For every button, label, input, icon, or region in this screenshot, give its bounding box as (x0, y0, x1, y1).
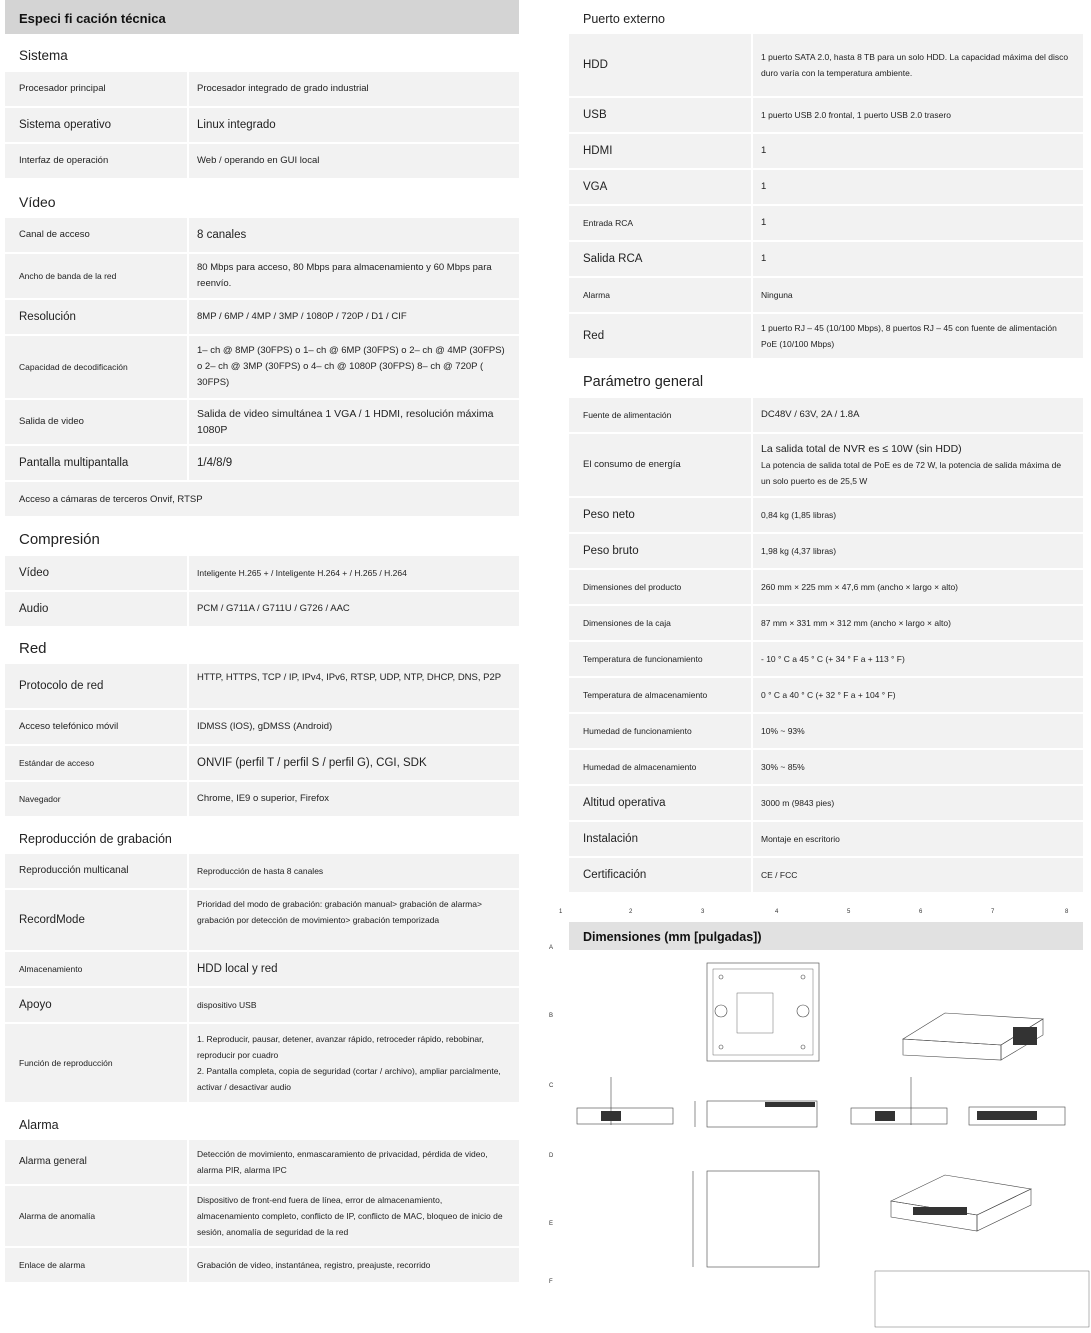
spec-label: VGA (569, 170, 751, 204)
spec-value: Detección de movimiento, enmascaramiento de privacidad, pérdida de video, alarma PIR, alarma IPC (189, 1140, 519, 1184)
spec-label: Estándar de acceso (5, 746, 187, 780)
top-view-foot (797, 1005, 809, 1017)
spec-value: 1– ch @ 8MP (30FPS) o 1– ch @ 6MP (30FPS) o 2– ch @ 4MP (30FPS) o 2– ch @ 3MP (30FPS) o 4– ch @ 1080P (30FPS) 8– ch @ 720P ( 30FPS) (189, 336, 519, 398)
spec-value: 1,98 kg (4,37 libras) (753, 534, 1083, 568)
spec-value: Grabación de video, instantánea, registro, preajuste, recorrido (189, 1248, 519, 1282)
ruler-tick: C (549, 1083, 554, 1089)
top-view-inner (713, 969, 813, 1055)
spec-row (569, 822, 1083, 856)
spec-row (569, 206, 1083, 240)
spec-label: Peso bruto (569, 534, 751, 568)
spec-value: 1 puerto RJ – 45 (10/100 Mbps), 8 puertos RJ – 45 con fuente de alimentación PoE (10/100 Mbps) (753, 314, 1083, 358)
spec-label: Entrada RCA (569, 206, 751, 240)
ruler-tick: B (549, 1013, 554, 1019)
spec-value: 1 puerto USB 2.0 frontal, 1 puerto USB 2.0 trasero (753, 98, 1083, 132)
spec-row (569, 434, 1083, 496)
spec-value: 1/4/8/9 (189, 446, 519, 480)
section-video: Vídeo (19, 194, 56, 210)
spec-row (5, 952, 519, 986)
spec-label: Certificación (569, 858, 751, 892)
section-reproduccion: Reproducción de grabación (19, 832, 172, 846)
spec-row (5, 746, 519, 780)
spec-row (569, 170, 1083, 204)
spec-label: HDMI (569, 134, 751, 168)
top-view-mount (737, 993, 773, 1033)
ruler-tick: 5 (847, 909, 851, 915)
ruler-tick: A (549, 945, 554, 951)
spec-label: Vídeo (5, 556, 187, 590)
spec-value: HDD local y red (189, 952, 519, 986)
ruler-tick: 6 (919, 909, 923, 915)
spec-row (569, 134, 1083, 168)
spec-value: 8 canales (189, 218, 519, 252)
spec-row (5, 1140, 519, 1184)
spec-label: Dimensiones de la caja (569, 606, 751, 640)
spec-value: 1 (753, 134, 1083, 168)
spec-label: Humedad de almacenamiento (569, 750, 751, 784)
spec-row (5, 144, 519, 178)
spec-row (569, 278, 1083, 312)
spec-value: PCM / G711A / G711U / G726 / AAC (189, 592, 519, 626)
spec-row (569, 398, 1083, 432)
front-panel-strip (765, 1102, 815, 1107)
spec-value: 8MP / 6MP / 4MP / 3MP / 1080P / 720P / D1 / CIF (189, 300, 519, 334)
spec-label: Canal de acceso (5, 218, 187, 252)
spec-label: Dimensiones del producto (569, 570, 751, 604)
spec-value (753, 434, 1083, 496)
spec-row (569, 678, 1083, 712)
section-parametro-general: Parámetro general (583, 374, 704, 390)
spec-value: Reproducción de hasta 8 canales (189, 854, 519, 888)
spec-label: Fuente de alimentación (569, 398, 751, 432)
iso2-front-face (891, 1201, 977, 1231)
top-view-screw (719, 1045, 723, 1049)
spec-value: Web / operando en GUI local (189, 144, 519, 178)
ruler-top (559, 909, 1069, 915)
spec-value: 0 ° C a 40 ° C (+ 32 ° F a + 104 ° F) (753, 678, 1083, 712)
side-vent (875, 1111, 895, 1121)
spec-label: Pantalla multipantalla (5, 446, 187, 480)
spec-title: Especi fi cación técnica (5, 0, 519, 34)
spec-row (5, 446, 519, 480)
spec-row (5, 782, 519, 816)
spec-value: 1 (753, 170, 1083, 204)
spec-label: Interfaz de operación (5, 144, 187, 178)
spec-label: Función de reproducción (5, 1024, 187, 1102)
ruler-tick: 8 (1065, 909, 1069, 915)
iso2-ports (913, 1207, 967, 1215)
spec-row (5, 300, 519, 334)
spec-label: Humedad de funcionamiento (569, 714, 751, 748)
spec-label: El consumo de energía (569, 434, 751, 496)
spec-value: Montaje en escritorio (753, 822, 1083, 856)
spec-value: CE / FCC (753, 858, 1083, 892)
spec-label: Alarma (569, 278, 751, 312)
spec-label: Ancho de banda de la red (5, 254, 187, 298)
spec-row (5, 1248, 519, 1282)
spec-value: Linux integrado (189, 108, 519, 142)
section-red: Red (19, 640, 47, 657)
ruler-tick: 2 (629, 909, 633, 915)
spec-value: 10% ~ 93% (753, 714, 1083, 748)
section-alarma: Alarma (19, 1118, 59, 1132)
spec-row (5, 710, 519, 744)
ruler-tick: 4 (775, 909, 779, 915)
iso2-side-face (977, 1189, 1031, 1231)
ruler-tick: E (549, 1221, 554, 1227)
spec-row (569, 98, 1083, 132)
spec-label: Salida RCA (569, 242, 751, 276)
spec-row (5, 890, 519, 950)
spec-label: Alarma general (5, 1140, 187, 1184)
spec-row (569, 534, 1083, 568)
spec-row (569, 642, 1083, 676)
spec-value: DC48V / 63V, 2A / 1.8A (753, 398, 1083, 432)
spec-row (5, 218, 519, 252)
spec-value: Prioridad del modo de grabación: grabación manual> grabación de alarma> grabación por detección de movimiento> grabación temporizada (189, 890, 519, 950)
power-line-2: La potencia de salida total de PoE es de 72 W, la potencia de salida máxima de un solo puerto es de 25,5 W (761, 460, 1062, 486)
spec-label: HDD (569, 34, 751, 96)
spec-row (5, 556, 519, 590)
left-spec-column (5, 0, 519, 1284)
spec-value: 1 (753, 242, 1083, 276)
ruler-tick: 7 (991, 909, 995, 915)
spec-label: Capacidad de decodificación (5, 336, 187, 398)
spec-label: Acceso telefónico móvil (5, 710, 187, 744)
section-compresion: Compresión (19, 531, 100, 548)
spec-value: Procesador integrado de grado industrial (189, 72, 519, 106)
spec-label: Reproducción multicanal (5, 854, 187, 888)
spec-label: Red (569, 314, 751, 358)
spec-label: RecordMode (5, 890, 187, 950)
spec-row (5, 592, 519, 626)
spec-row (569, 498, 1083, 532)
spec-row (569, 750, 1083, 784)
spec-label: Sistema operativo (5, 108, 187, 142)
spec-value: IDMSS (IOS), gDMSS (Android) (189, 710, 519, 744)
spec-label: Temperatura de almacenamiento (569, 678, 751, 712)
spec-value: Salida de video simultánea 1 VGA / 1 HDMI, resolución máxima 1080P (189, 400, 519, 444)
spec-row (569, 242, 1083, 276)
spec-label: Salida de video (5, 400, 187, 444)
spec-row (569, 858, 1083, 892)
spec-value: HTTP, HTTPS, TCP / IP, IPv4, IPv6, RTSP, UDP, NTP, DHCP, DNS, P2P (189, 664, 519, 708)
spec-row (5, 854, 519, 888)
spec-row (5, 664, 519, 708)
dimensions-header: Dimensiones (mm [pulgadas]) (569, 922, 1083, 950)
spec-label: Enlace de alarma (5, 1248, 187, 1282)
side-view-left (577, 1108, 673, 1124)
spec-label: Peso neto (569, 498, 751, 532)
spec-value: Dispositivo de front-end fuera de línea, error de almacenamiento, almacenamiento completo, conflicto de IP, conflicto de MAC, bloqueo de inicio de sesión, anomalía de seguridad de la red (189, 1186, 519, 1246)
spec-value: 3000 m (9843 pies) (753, 786, 1083, 820)
spec-label: Procesador principal (5, 72, 187, 106)
spec-value: 87 mm × 331 mm × 312 mm (ancho × largo × alto) (753, 606, 1083, 640)
spec-row (5, 1186, 519, 1246)
side-vent (601, 1111, 621, 1121)
spec-value: Inteligente H.265 + / Inteligente H.264 + / H.265 / H.264 (189, 556, 519, 590)
spec-row (569, 714, 1083, 748)
spec-row (5, 400, 519, 444)
spec-label: Protocolo de red (5, 664, 187, 708)
spec-label: Altitud operativa (569, 786, 751, 820)
dimension-drawing (545, 905, 1091, 1333)
spec-value: Chrome, IE9 o superior, Firefox (189, 782, 519, 816)
spec-row (569, 786, 1083, 820)
spec-label: Almacenamiento (5, 952, 187, 986)
ruler-tick: 1 (559, 909, 563, 915)
side-view-right (851, 1108, 947, 1124)
spec-row (5, 988, 519, 1022)
top-view-outline (707, 963, 819, 1061)
spec-label: Alarma de anomalía (5, 1186, 187, 1246)
iso-ports (1013, 1027, 1037, 1045)
playback-line-1: 1. Reproducir, pausar, detener, avanzar rápido, retroceder rápido, rebobinar, reproducir por cuadro (197, 1034, 484, 1060)
spec-row (5, 1024, 519, 1102)
ruler-tick: F (549, 1279, 553, 1285)
playback-line-2: 2. Pantalla completa, copia de seguridad (cortar / archivo), ampliar parcialmente, activar / desactivar audio (197, 1066, 501, 1092)
spec-value: dispositivo USB (189, 988, 519, 1022)
spec-row (569, 606, 1083, 640)
spec-value: 1 (753, 206, 1083, 240)
spec-row (569, 570, 1083, 604)
spec-row (5, 336, 519, 398)
spec-value: 0,84 kg (1,85 libras) (753, 498, 1083, 532)
spec-row (569, 34, 1083, 96)
spec-value: ONVIF (perfil T / perfil S / perfil G), CGI, SDK (189, 746, 519, 780)
section-puerto-externo: Puerto externo (583, 12, 665, 26)
ruler-tick: 3 (701, 909, 705, 915)
top-view-foot (715, 1005, 727, 1017)
spec-row (569, 314, 1083, 358)
spec-value: 1 puerto SATA 2.0, hasta 8 TB para un solo HDD. La capacidad máxima del disco duro varía con la temperatura ambiente. (753, 34, 1083, 96)
spec-row (5, 108, 519, 142)
spec-value: 80 Mbps para acceso, 80 Mbps para almacenamiento y 60 Mbps para reenvío. (189, 254, 519, 298)
top-view-screw (719, 975, 723, 979)
iso-front-face (903, 1039, 1001, 1060)
spec-row (5, 254, 519, 298)
spec-label: Instalación (569, 822, 751, 856)
spec-value: Ninguna (753, 278, 1083, 312)
spec-label: Navegador (5, 782, 187, 816)
right-spec-column (569, 0, 1083, 894)
spec-value: 260 mm × 225 mm × 47,6 mm (ancho × largo × alto) (753, 570, 1083, 604)
rear-ports (977, 1111, 1037, 1120)
spec-value: 30% ~ 85% (753, 750, 1083, 784)
large-side-view (707, 1171, 819, 1267)
title-block (875, 1271, 1089, 1327)
spec-label-full: Acceso a cámaras de terceros Onvif, RTSP (5, 482, 519, 516)
spec-label: USB (569, 98, 751, 132)
ruler-tick: D (549, 1153, 554, 1159)
spec-value: - 10 ° C a 45 ° C (+ 34 ° F a + 113 ° F) (753, 642, 1083, 676)
spec-label: Resolución (5, 300, 187, 334)
spec-label: Temperatura de funcionamiento (569, 642, 751, 676)
section-sistema: Sistema (19, 48, 68, 63)
top-view-screw (801, 975, 805, 979)
ruler-left (549, 945, 554, 1285)
spec-label: Apoyo (5, 988, 187, 1022)
spec-label: Audio (5, 592, 187, 626)
top-view-screw (801, 1045, 805, 1049)
spec-row (5, 72, 519, 106)
spec-row (5, 482, 519, 516)
spec-value (189, 1024, 519, 1102)
power-line-1: La salida total de NVR es ≤ 10W (sin HDD) (761, 443, 962, 455)
